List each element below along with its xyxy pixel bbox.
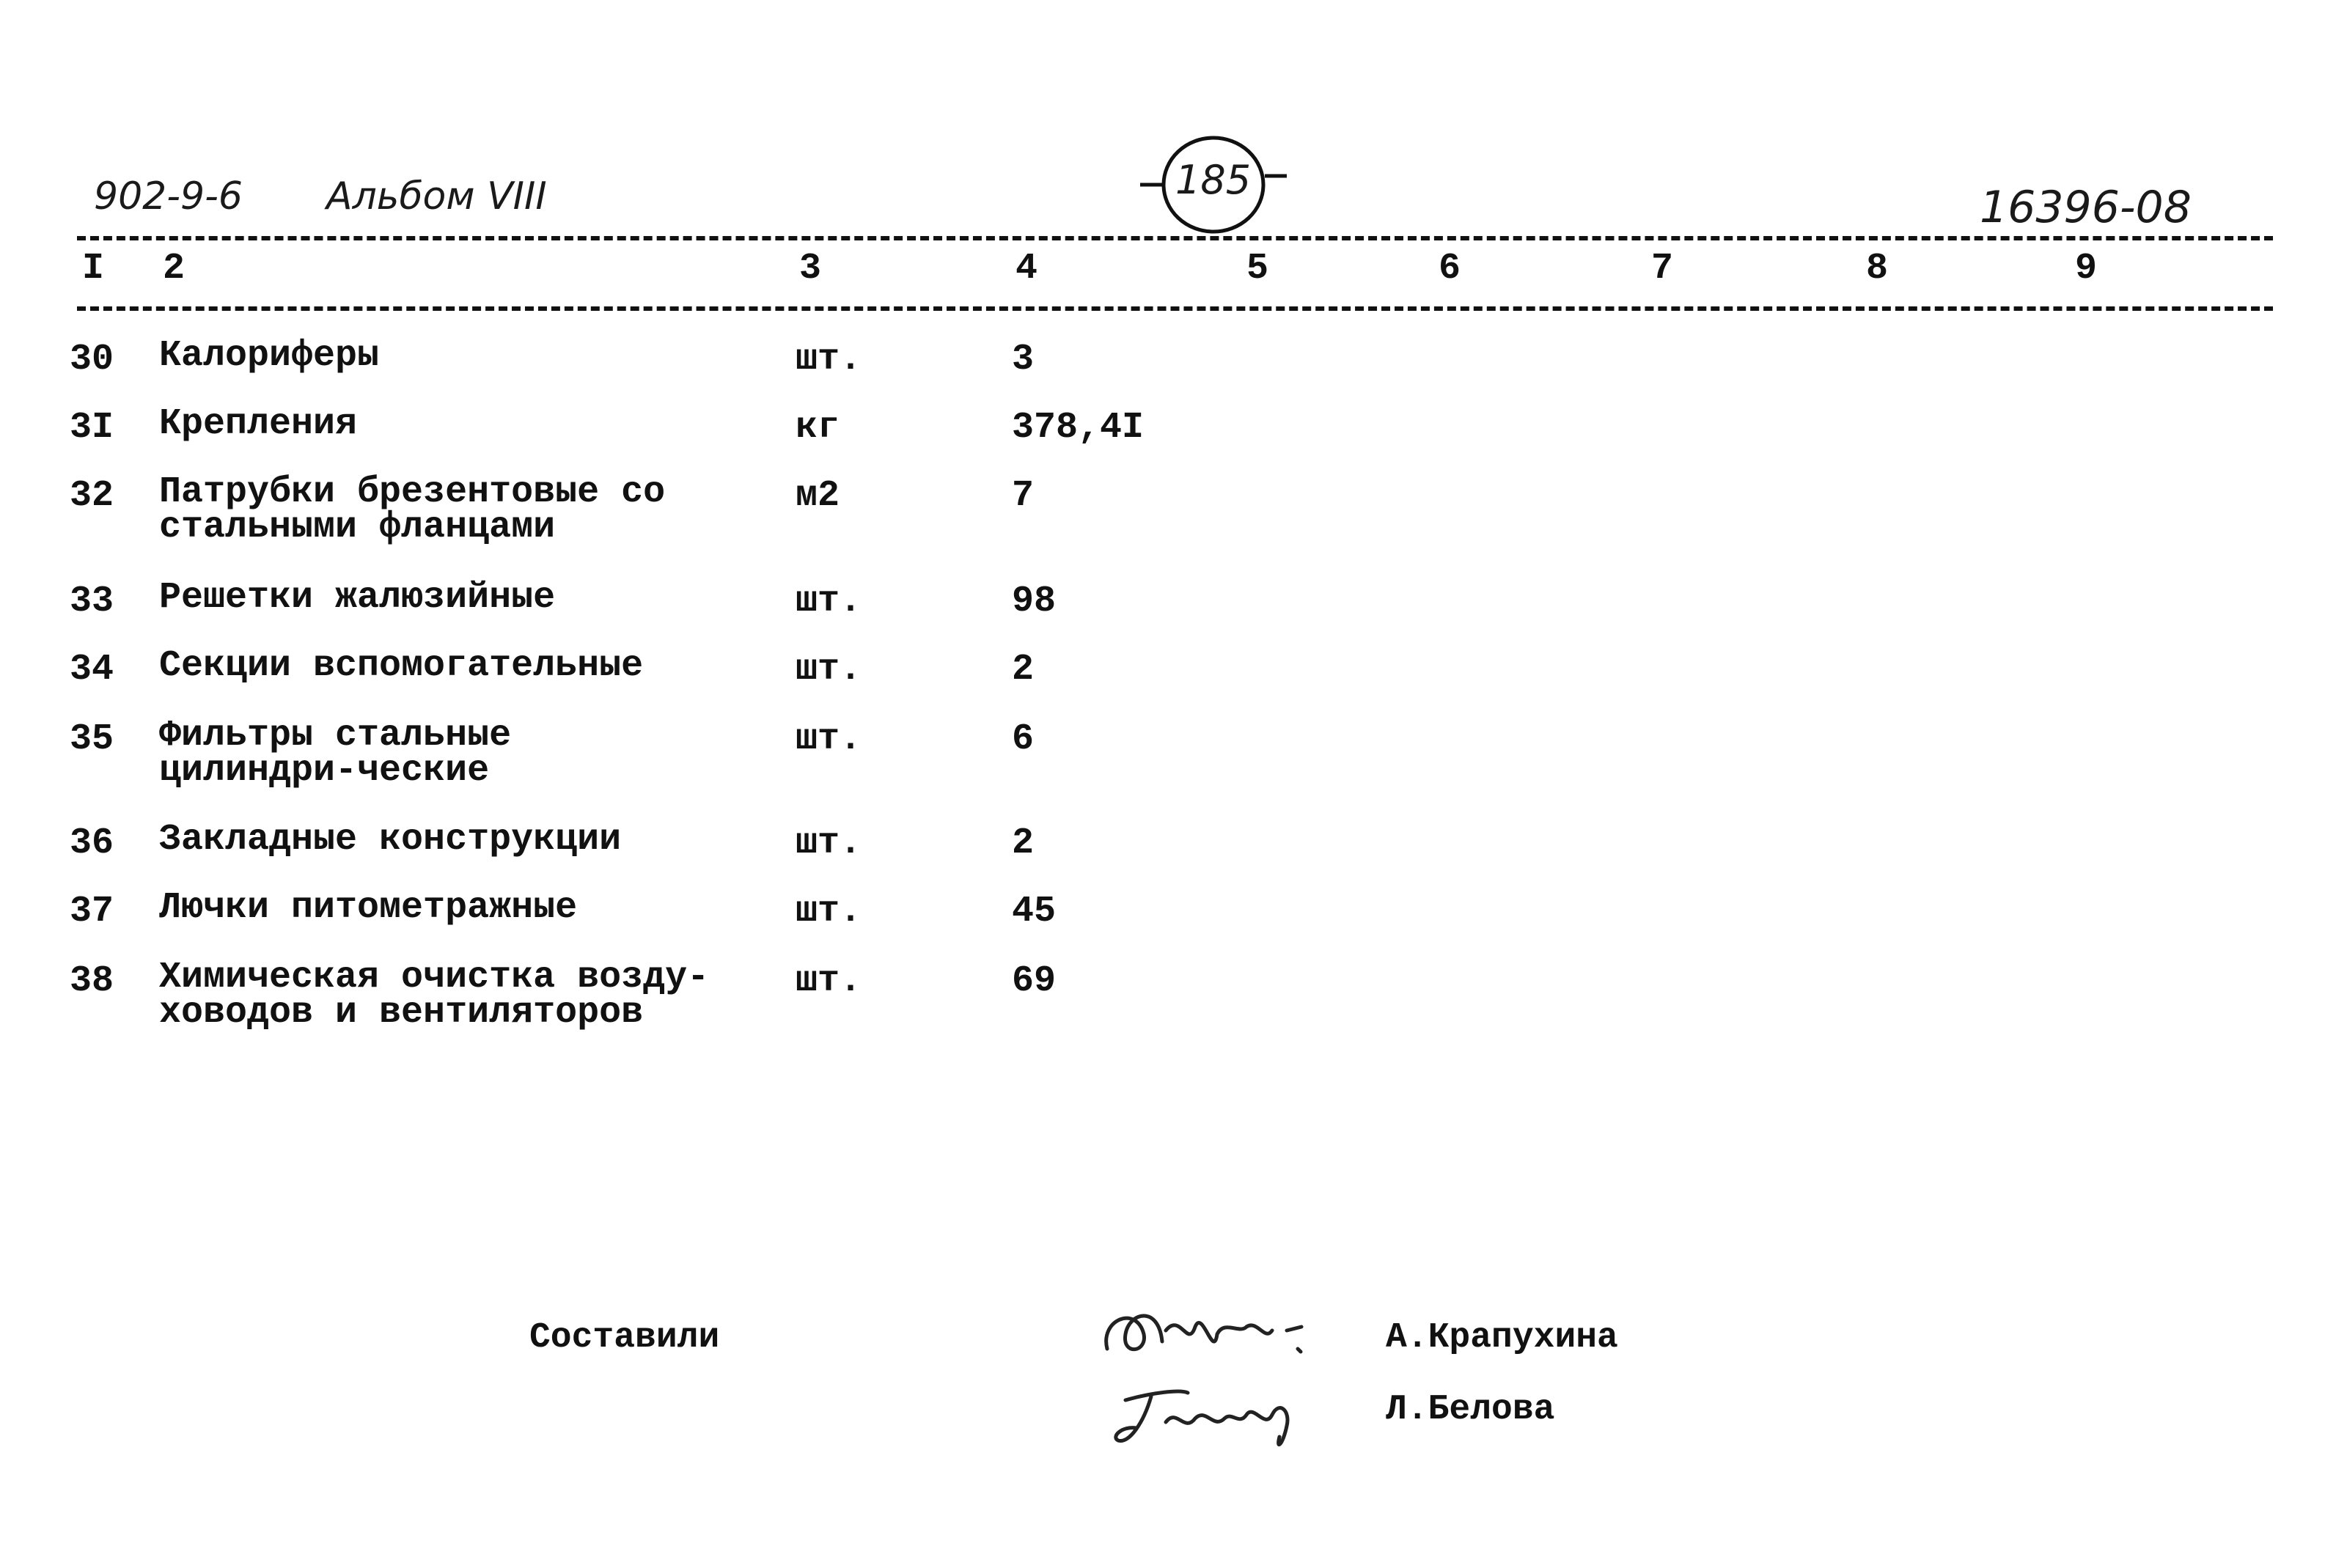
row-name: Патрубки брезентовые со стальными фланцами <box>159 471 666 548</box>
signature-2 <box>1107 1371 1320 1459</box>
row-name: Крепления <box>159 403 358 445</box>
row-number: 3I <box>70 407 114 449</box>
row-quantity: 2 <box>1012 649 1035 691</box>
row-name: Калориферы <box>159 335 380 377</box>
row-name: Фильтры стальные цилиндри-ческие <box>159 715 512 792</box>
table-row <box>70 471 1243 563</box>
row-name: Химическая очистка возду-ховодов и вентиляторов <box>159 957 710 1034</box>
column-header-8: 8 <box>1866 248 1889 290</box>
row-unit: шт. <box>796 891 862 932</box>
row-quantity: 2 <box>1012 822 1035 864</box>
signatory-name-2: Л.Белова <box>1386 1390 1555 1429</box>
column-header-7: 7 <box>1651 248 1674 290</box>
column-header-9: 9 <box>2075 248 2098 290</box>
signature-1-scribble <box>1092 1290 1320 1371</box>
row-number: 36 <box>70 822 114 864</box>
row-quantity: 3 <box>1012 339 1035 380</box>
compiled-by-label: Составили <box>529 1318 720 1358</box>
table-row <box>70 957 1243 1048</box>
row-name: Решетки жалюзийные <box>159 577 556 619</box>
row-unit: шт. <box>796 339 862 380</box>
row-name: Лючки питометражные <box>159 887 578 929</box>
row-unit: шт. <box>796 649 862 691</box>
row-unit: шт. <box>796 960 862 1002</box>
row-number: 38 <box>70 960 114 1002</box>
row-quantity: 6 <box>1012 718 1035 760</box>
row-unit: шт. <box>796 718 862 760</box>
column-header-3: 3 <box>799 248 822 290</box>
album-label: Альбом VIII <box>326 174 547 218</box>
row-quantity: 7 <box>1012 475 1035 517</box>
row-quantity: 45 <box>1012 891 1057 932</box>
row-number: 37 <box>70 891 114 932</box>
row-quantity: 378,4I <box>1012 407 1145 449</box>
row-number: 34 <box>70 649 114 691</box>
row-unit: кг <box>796 407 840 449</box>
table-row <box>70 715 1243 806</box>
row-number: 32 <box>70 475 114 517</box>
header-top-rule <box>77 236 2273 240</box>
header-bottom-rule <box>77 306 2273 311</box>
row-quantity: 69 <box>1012 960 1057 1002</box>
column-header-4: 4 <box>1015 248 1038 290</box>
page-number: 185 <box>1175 157 1252 203</box>
row-number: 35 <box>70 718 114 760</box>
column-header-6: 6 <box>1439 248 1461 290</box>
column-header-2: 2 <box>163 248 186 290</box>
column-header-1: I <box>82 248 105 290</box>
page-number-stamp <box>1140 133 1287 236</box>
row-unit: шт. <box>796 581 862 622</box>
row-unit: м2 <box>796 475 840 517</box>
row-number: 33 <box>70 581 114 622</box>
row-unit: шт. <box>796 822 862 864</box>
row-name: Секции вспомогательные <box>159 645 644 687</box>
row-name: Закладные конструкции <box>159 819 622 861</box>
document-number: 16396-08 <box>1980 182 2192 233</box>
signature-2-scribble <box>1107 1371 1320 1459</box>
signature-1 <box>1092 1290 1320 1371</box>
row-quantity: 98 <box>1012 581 1057 622</box>
row-number: 30 <box>70 339 114 380</box>
project-code: 902-9-6 <box>94 174 243 218</box>
column-header-5: 5 <box>1246 248 1269 290</box>
signatory-name-1: А.Крапухина <box>1386 1318 1618 1358</box>
